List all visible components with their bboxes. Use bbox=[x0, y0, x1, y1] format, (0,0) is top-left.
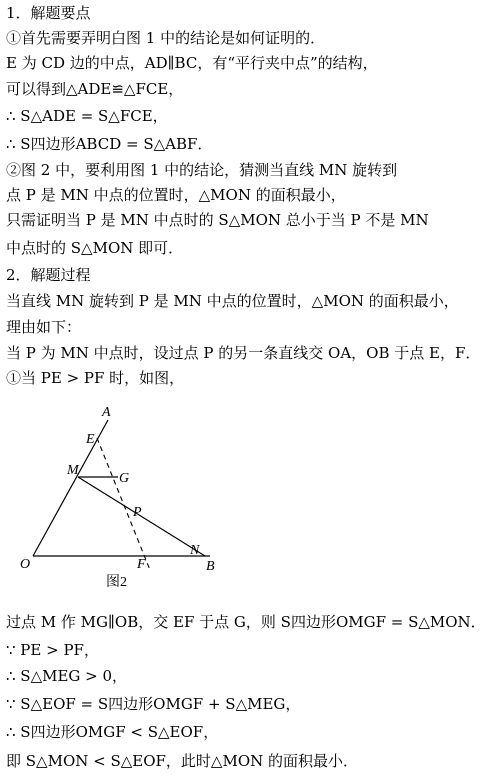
figure-caption: 图2 bbox=[106, 575, 127, 590]
line-12: 当直线 MN 旋转到 P 是 MN 中点的位置时，△MON 的面积最小， bbox=[6, 292, 459, 310]
label-F: F bbox=[137, 557, 146, 572]
line-13: 理由如下： bbox=[6, 318, 82, 336]
label-B: B bbox=[206, 559, 215, 574]
line-4: 可以得到△ADE≌△FCE， bbox=[6, 80, 184, 98]
line-6: ∴ S四边形ABCD = S△ABF． bbox=[6, 135, 213, 153]
line-11: 2．解题过程 bbox=[6, 266, 91, 284]
line-20: ∴ S四边形OMGF < S△EOF， bbox=[6, 723, 219, 741]
line-3: E 为 CD 边的中点，AD∥BC，有“平行夹中点”的结构， bbox=[6, 54, 378, 72]
line-21: 即 S△MON < S△EOF，此时△MON 的面积最小． bbox=[6, 752, 359, 770]
label-A: A bbox=[102, 405, 111, 420]
label-G: G bbox=[119, 471, 130, 486]
line-2: ①首先需要弄明白图 1 中的结论是如何证明的． bbox=[6, 29, 326, 47]
line-5: ∴ S△ADE = S△FCE， bbox=[6, 107, 168, 125]
line-17: ∵ PE > PF， bbox=[6, 641, 99, 659]
line-15: ①当 PE > PF 时，如图， bbox=[6, 369, 185, 387]
line-16: 过点 M 作 MG∥OB，交 EF 于点 G，则 S四边形OMGF = S△MON． bbox=[6, 613, 486, 631]
line-10: 中点时的 S△MON 即可． bbox=[6, 239, 184, 257]
line-1: 1．解题要点 bbox=[6, 4, 91, 22]
line-19: ∵ S△EOF = S四边形OMGF + S△MEG， bbox=[6, 695, 301, 713]
label-M: M bbox=[67, 463, 79, 478]
label-E: E bbox=[86, 432, 95, 447]
line-8: 点 P 是 MN 中点的位置时，△MON 的面积最小， bbox=[6, 186, 346, 204]
line-14: 当 P 为 MN 中点时，设过点 P 的另一条直线交 OA，OB 于点 E，F． bbox=[6, 344, 481, 362]
label-P: P bbox=[133, 505, 142, 520]
line-7: ②图 2 中，要利用图 1 中的结论，猜测当直线 MN 旋转到 bbox=[6, 161, 398, 179]
line-18: ∴ S△MEG > 0， bbox=[6, 667, 128, 685]
line-9: 只需证明当 P 是 MN 中点时的 S△MON 总小于当 P 不是 MN bbox=[6, 211, 429, 229]
label-O: O bbox=[20, 557, 31, 572]
figure-2 bbox=[0, 398, 260, 598]
label-N: N bbox=[190, 543, 200, 558]
